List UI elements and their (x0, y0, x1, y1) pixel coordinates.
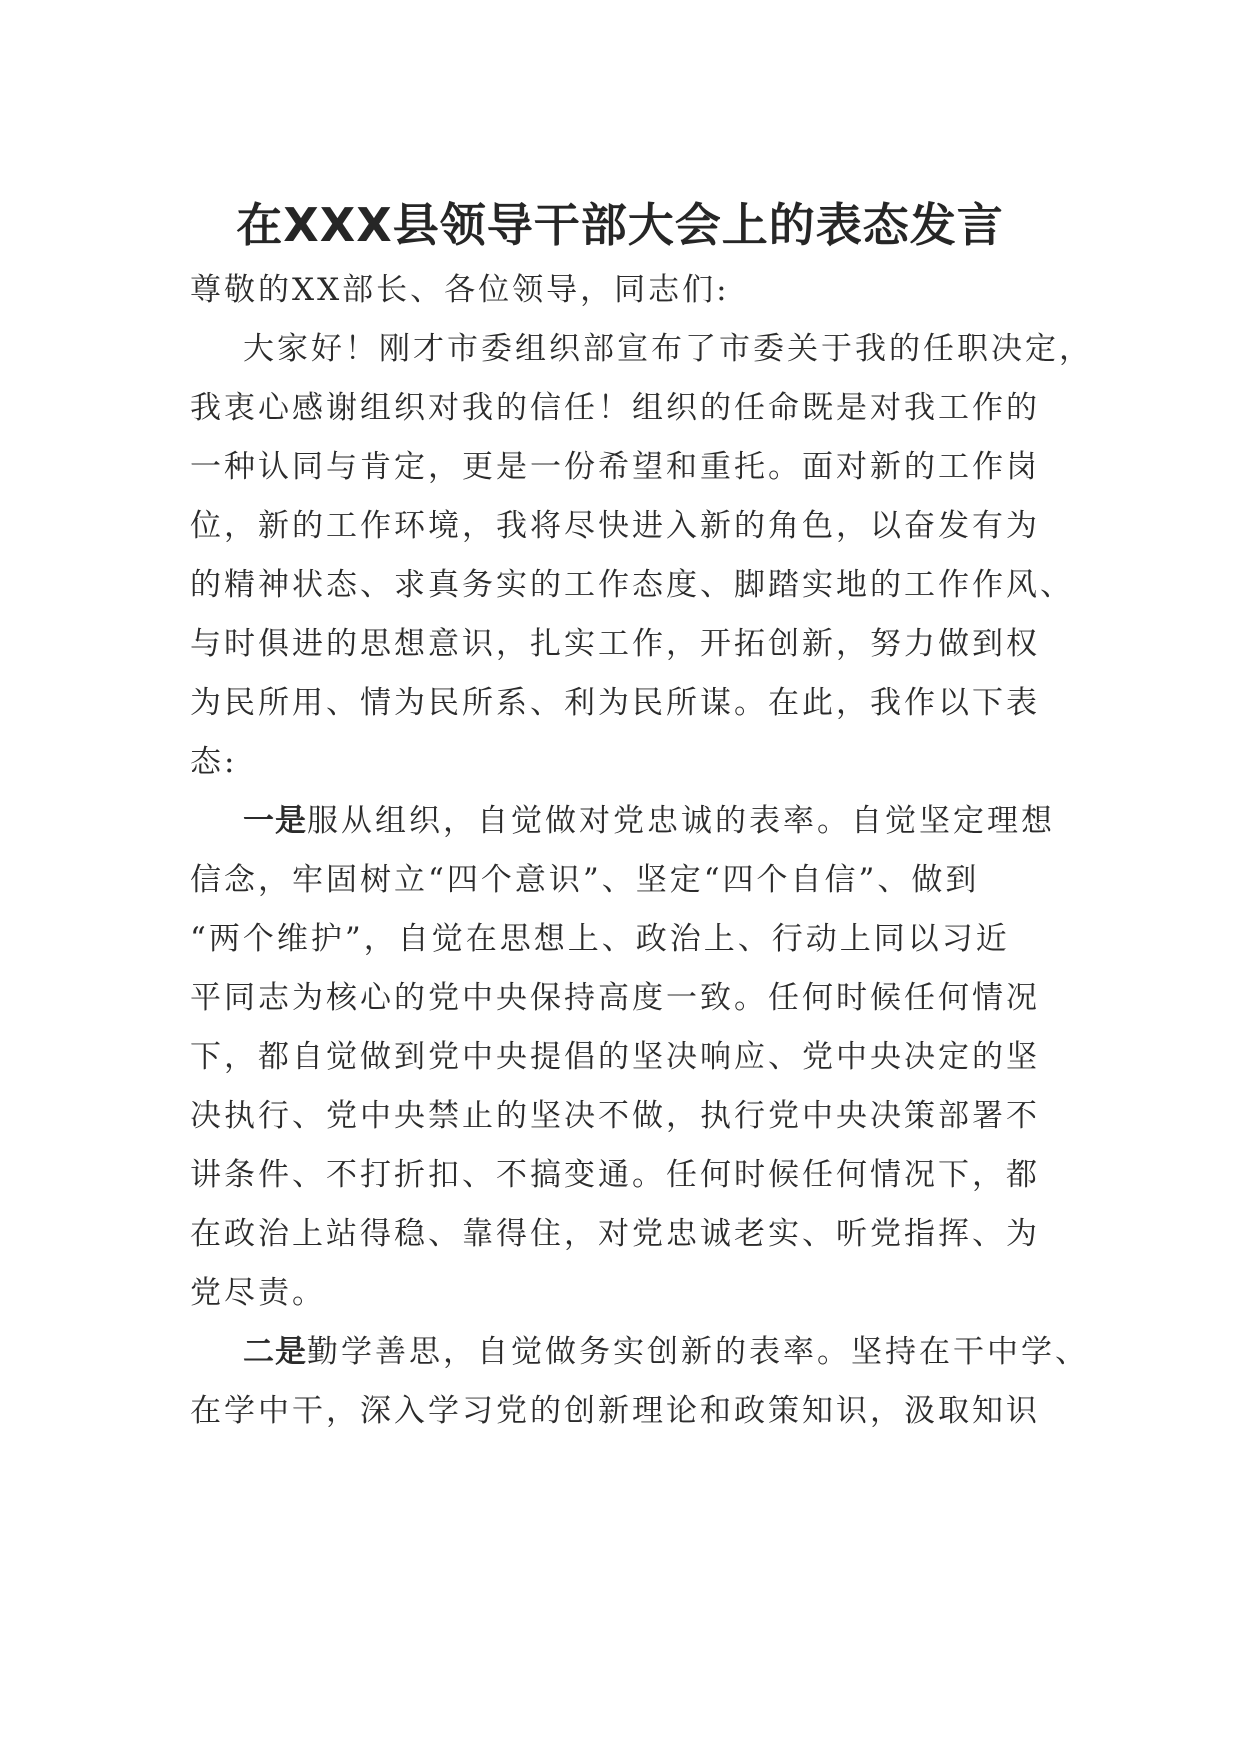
paragraph-2-line-7: 讲条件、不打折扣、不搞变通。任何时候任何情况下，都 (190, 1157, 1040, 1193)
paragraph-3-lead: 二是 (243, 1334, 307, 1370)
salutation: 尊敬的XX部长、各位领导，同志们: (190, 272, 730, 308)
paragraph-2-line-6: 决执行、党中央禁止的坚决不做，执行党中央决策部署不 (190, 1098, 1040, 1134)
paragraph-3-line-2: 在学中干，深入学习党的创新理论和政策知识，汲取知识 (190, 1393, 1040, 1429)
paragraph-2-line-1 (243, 799, 1055, 843)
paragraph-3-line-1 (243, 1330, 1089, 1374)
paragraph-1-line-1: 大家好！刚才市委组织部宣布了市委关于我的任职决定， (243, 331, 1093, 367)
paragraph-1-line-6: 与时俱进的思想意识，扎实工作，开拓创新，努力做到权 (190, 626, 1040, 662)
paragraph-1-line-8: 态: (190, 744, 238, 780)
paragraph-2-line-8: 在政治上站得稳、靠得住，对党忠诚老实、听党指挥、为 (190, 1216, 1040, 1252)
paragraph-2-lead: 一是 (243, 803, 307, 839)
paragraph-2-line-9: 党尽责。 (190, 1275, 326, 1311)
paragraph-2-line-5: 下，都自觉做到党中央提倡的坚决响应、党中央决定的坚 (190, 1039, 1040, 1075)
document-title: 在XXX县领导干部大会上的表态发言 (236, 198, 1004, 252)
paragraph-1-line-2: 我衷心感谢组织对我的信任！组织的任命既是对我工作的 (190, 390, 1040, 426)
paragraph-2-line-3: “两个维护”，自觉在思想上、政治上、行动上同以习近 (190, 921, 1010, 957)
paragraph-2-line-4: 平同志为核心的党中央保持高度一致。任何时候任何情况 (190, 980, 1040, 1016)
paragraph-2-line-2: 信念，牢固树立“四个意识”、坚定“四个自信”、做到 (190, 862, 980, 898)
paragraph-1-line-5: 的精神状态、求真务实的工作态度、脚踏实地的工作作风、 (190, 567, 1074, 603)
paragraph-1-line-7: 为民所用、情为民所系、利为民所谋。在此，我作以下表 (190, 685, 1040, 721)
paragraph-2-line-1-text: 服从组织，自觉做对党忠诚的表率。自觉坚定理想 (307, 803, 1055, 839)
paragraph-3-line-1-text: 勤学善思，自觉做务实创新的表率。坚持在干中学、 (307, 1334, 1089, 1370)
paragraph-1-line-3: 一种认同与肯定，更是一份希望和重托。面对新的工作岗 (190, 449, 1040, 485)
paragraph-1-line-4: 位，新的工作环境，我将尽快进入新的角色，以奋发有为 (190, 508, 1040, 544)
